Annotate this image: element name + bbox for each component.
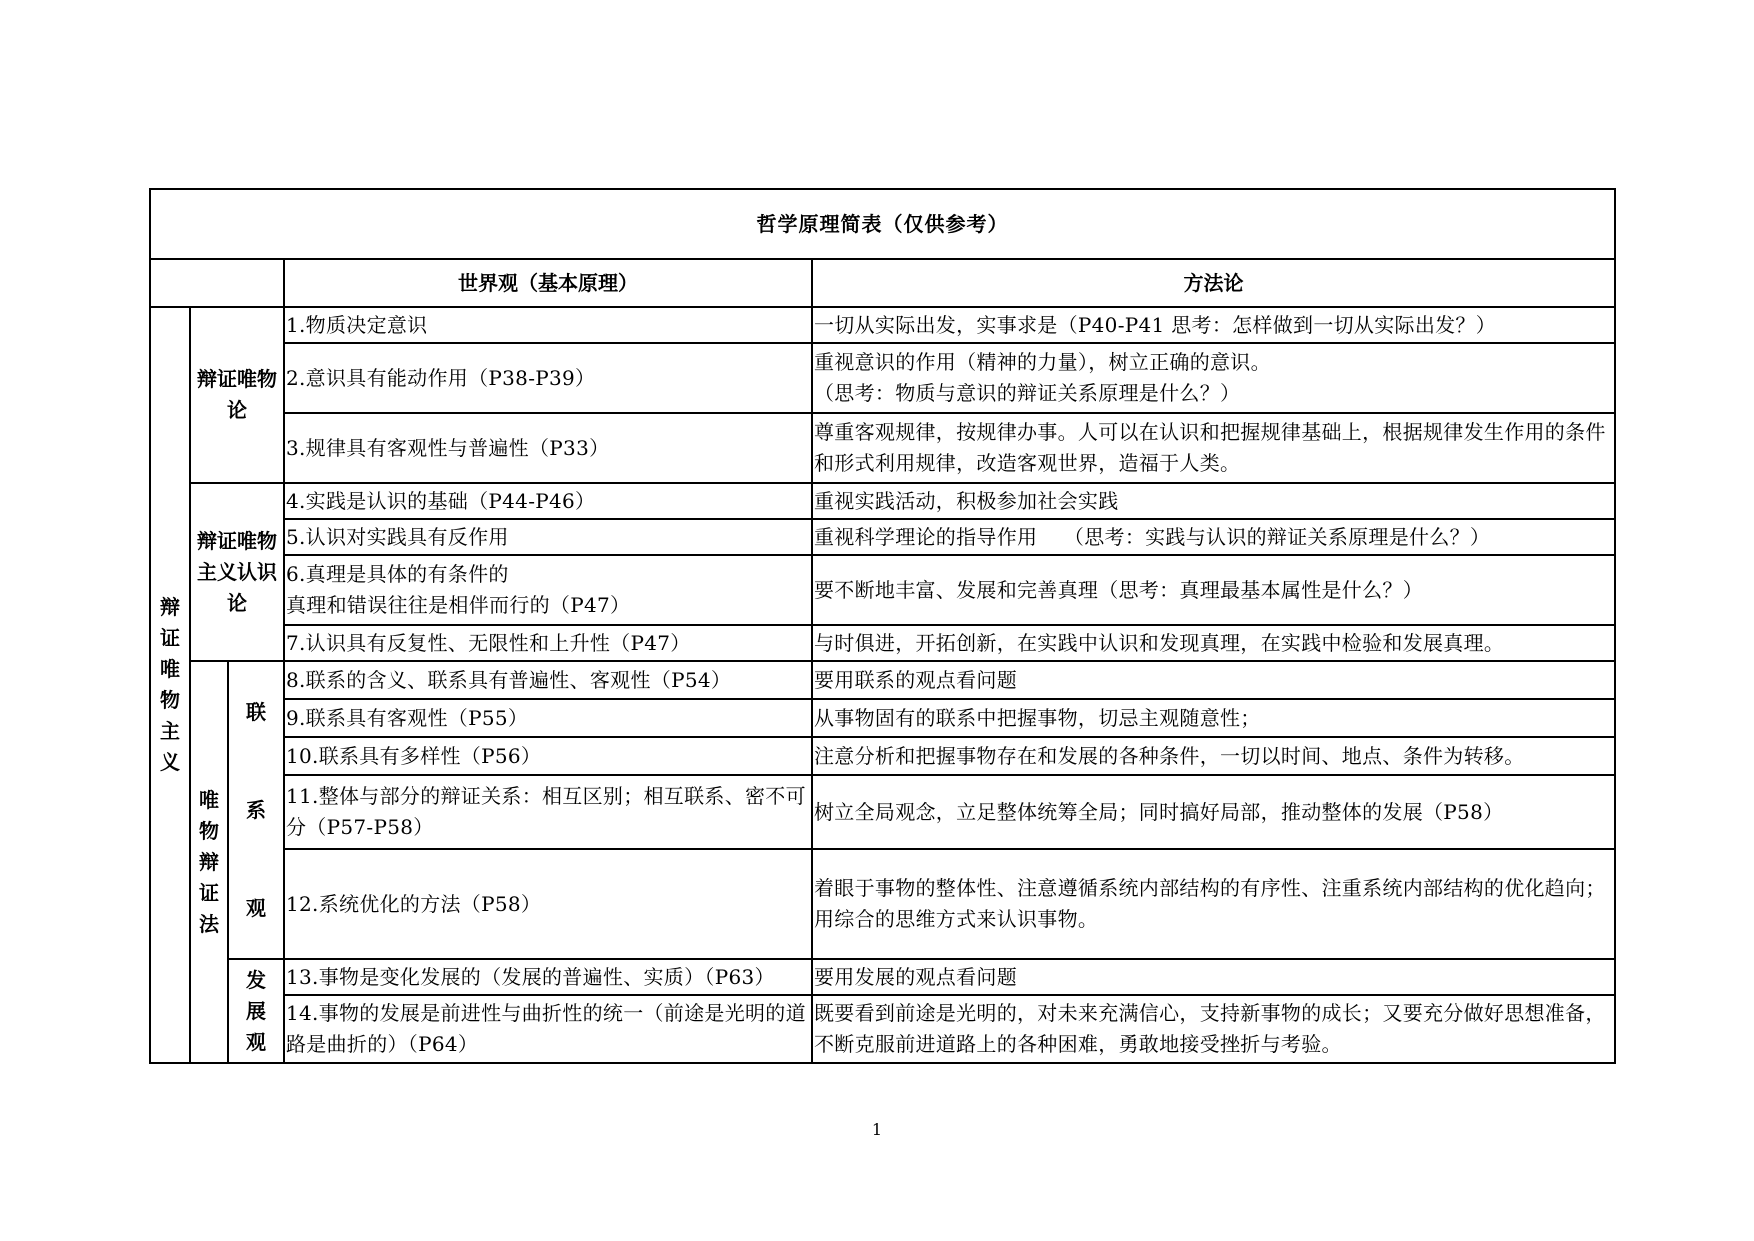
table-row bbox=[150, 413, 1615, 483]
method-cell: 重视科学理论的指导作用 （思考：实践与认识的辩证关系原理是什么？） bbox=[812, 519, 1615, 555]
table-row bbox=[150, 661, 1615, 699]
page-number: 1 bbox=[871, 1120, 883, 1139]
principle-cell: 13.事物是变化发展的（发展的普遍性、实质）（P63） bbox=[284, 959, 812, 995]
principle-cell: 6.真理是具体的有条件的 真理和错误往往是相伴而行的（P47） bbox=[284, 555, 812, 625]
category-connection-view bbox=[228, 661, 284, 959]
category-dialectical-materialism bbox=[150, 307, 190, 1063]
header-method: 方法论 bbox=[812, 259, 1615, 307]
principle-cell: 11.整体与部分的辩证关系：相互区别；相互联系、密不可分（P57-P58） bbox=[284, 775, 812, 849]
table-row bbox=[150, 483, 1615, 519]
table-row bbox=[150, 519, 1615, 555]
category-epistemology bbox=[190, 483, 284, 661]
principle-cell: 10.联系具有多样性（P56） bbox=[284, 737, 812, 775]
table-row bbox=[150, 699, 1615, 737]
table-title: 哲学原理简表（仅供参考） bbox=[150, 189, 1615, 259]
method-cell: 树立全局观念，立足整体统筹全局；同时搞好局部，推动整体的发展（P58） bbox=[812, 775, 1615, 849]
table-row bbox=[150, 995, 1615, 1063]
principle-cell: 12.系统优化的方法（P58） bbox=[284, 849, 812, 959]
header-empty-cell bbox=[150, 259, 284, 307]
category-epistemology-label: 辩证唯物主义认识论 bbox=[197, 528, 277, 615]
method-cell: 一切从实际出发，实事求是（P40-P41 思考：怎样做到一切从实际出发？） bbox=[812, 307, 1615, 343]
header-principle: 世界观（基本原理） bbox=[284, 259, 812, 307]
table-row bbox=[150, 307, 1615, 343]
principle-cell: 8.联系的含义、联系具有普遍性、客观性（P54） bbox=[284, 661, 812, 699]
table-row bbox=[150, 849, 1615, 959]
method-cell: 与时俱进，开拓创新，在实践中认识和发现真理，在实践中检验和发展真理。 bbox=[812, 625, 1615, 661]
philosophy-principles-table bbox=[149, 188, 1616, 1064]
category-connection-view-label: 联系观 bbox=[246, 700, 266, 920]
method-cell: 从事物固有的联系中把握事物，切忌主观随意性； bbox=[812, 699, 1615, 737]
table-row bbox=[150, 737, 1615, 775]
principle-cell: 3.规律具有客观性与普遍性（P33） bbox=[284, 413, 812, 483]
method-cell: 要不断地丰富、发展和完善真理（思考：真理最基本属性是什么？） bbox=[812, 555, 1615, 625]
principle-cell: 14.事物的发展是前进性与曲折性的统一（前途是光明的道路是曲折的）（P64） bbox=[284, 995, 812, 1063]
category-dialectical-materialism-label: 辩证唯物主义 bbox=[160, 595, 180, 774]
method-cell: 重视意识的作用（精神的力量），树立正确的意识。 （思考：物质与意识的辩证关系原理是什么？） bbox=[812, 343, 1615, 413]
principle-cell: 2.意识具有能动作用（P38-P39） bbox=[284, 343, 812, 413]
table-row bbox=[150, 959, 1615, 995]
table-row bbox=[150, 775, 1615, 849]
method-cell: 注意分析和把握事物存在和发展的各种条件，一切以时间、地点、条件为转移。 bbox=[812, 737, 1615, 775]
category-materialism-label: 辩证唯物论 bbox=[197, 367, 277, 422]
method-cell: 要用联系的观点看问题 bbox=[812, 661, 1615, 699]
principle-cell: 7.认识具有反复性、无限性和上升性（P47） bbox=[284, 625, 812, 661]
method-cell: 着眼于事物的整体性、注意遵循系统内部结构的有序性、注重系统内部结构的优化趋向； 用综合的思维方式来认识事物。 bbox=[812, 849, 1615, 959]
table-row bbox=[150, 625, 1615, 661]
principle-cell: 1.物质决定意识 bbox=[284, 307, 812, 343]
principle-cell: 5.认识对实践具有反作用 bbox=[284, 519, 812, 555]
header-row bbox=[150, 259, 1615, 307]
category-dialectics-label: 唯物辩证法 bbox=[199, 787, 219, 936]
category-dialectics bbox=[190, 661, 228, 1063]
table-row bbox=[150, 343, 1615, 413]
title-row bbox=[150, 189, 1615, 259]
category-materialism bbox=[190, 307, 284, 483]
principle-cell: 9.联系具有客观性（P55） bbox=[284, 699, 812, 737]
principles-table-wrapper bbox=[149, 188, 1614, 1064]
method-cell: 要用发展的观点看问题 bbox=[812, 959, 1615, 995]
method-cell: 重视实践活动，积极参加社会实践 bbox=[812, 483, 1615, 519]
principle-cell: 4.实践是认识的基础（P44-P46） bbox=[284, 483, 812, 519]
category-development-view-label: 发展观 bbox=[246, 967, 266, 1054]
method-cell: 既要看到前途是光明的，对未来充满信心，支持新事物的成长；又要充分做好思想准备，不断克服前进道路上的各种困难，勇敢地接受挫折与考验。 bbox=[812, 995, 1615, 1063]
category-development-view bbox=[228, 959, 284, 1063]
table-row bbox=[150, 555, 1615, 625]
method-cell: 尊重客观规律，按规律办事。人可以在认识和把握规律基础上，根据规律发生作用的条件和形式利用规律，改造客观世界，造福于人类。 bbox=[812, 413, 1615, 483]
